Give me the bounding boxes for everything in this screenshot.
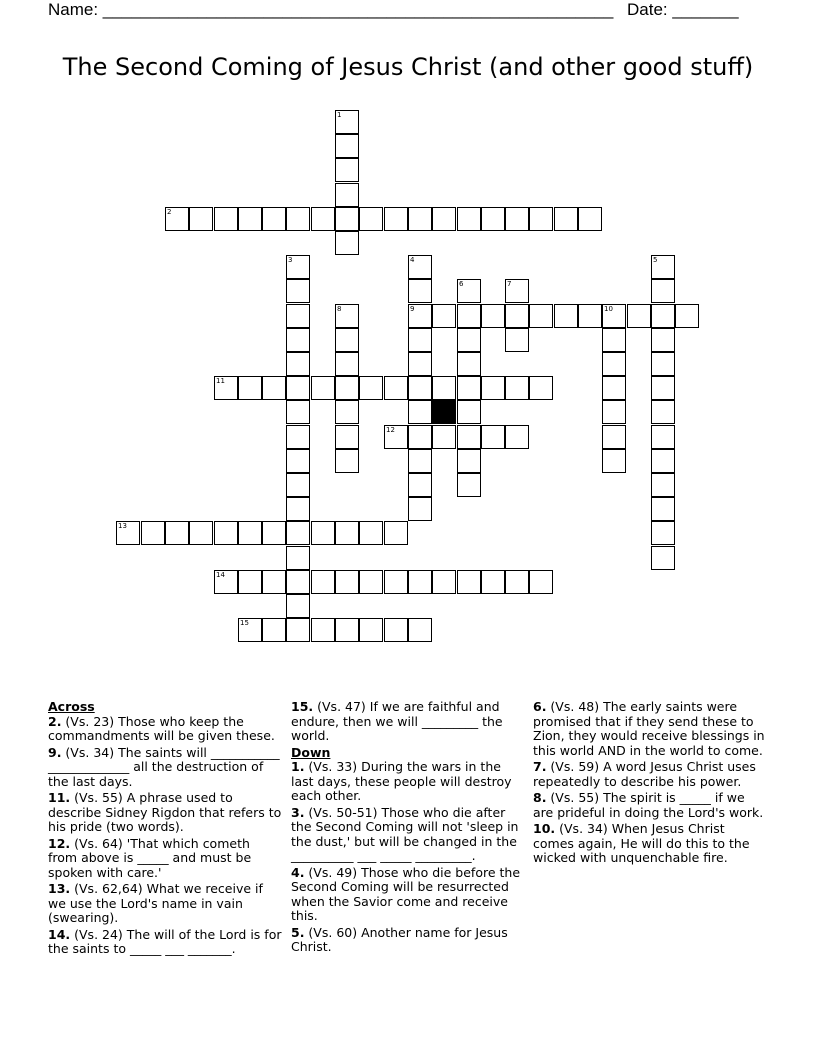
crossword-cell[interactable]	[432, 376, 456, 400]
crossword-cell[interactable]	[311, 618, 335, 642]
crossword-cell[interactable]	[262, 521, 286, 545]
crossword-cell[interactable]	[457, 279, 481, 303]
crossword-cell[interactable]	[529, 207, 553, 231]
clue-number: 13	[118, 522, 127, 530]
crossword-cell[interactable]	[602, 400, 626, 424]
crossword-cell[interactable]	[286, 425, 310, 449]
crossword-cell[interactable]	[262, 570, 286, 594]
crossword-cell[interactable]	[408, 570, 432, 594]
clue-item	[291, 866, 525, 924]
crossword-cell[interactable]	[286, 594, 310, 618]
crossword-cell[interactable]	[457, 328, 481, 352]
crossword-cell[interactable]	[408, 449, 432, 473]
clue-number-label: 13.	[48, 881, 71, 896]
crossword-cell[interactable]	[214, 521, 238, 545]
crossword-cell[interactable]	[189, 207, 213, 231]
crossword-cell[interactable]	[457, 207, 481, 231]
crossword-cell[interactable]	[286, 618, 310, 642]
clue-number: 3	[288, 256, 293, 264]
crossword-cell[interactable]	[408, 207, 432, 231]
crossword-cell[interactable]	[384, 570, 408, 594]
clue-text: (Vs. 49) Those who die before the Second Coming will be resurrected when the Savior come and receive this.	[291, 864, 521, 923]
crossword-cell[interactable]	[335, 183, 359, 207]
crossword-cell[interactable]	[286, 304, 310, 328]
crossword-cell[interactable]	[286, 376, 310, 400]
crossword-cell[interactable]	[651, 255, 675, 279]
crossword-cell[interactable]	[335, 425, 359, 449]
clue-text: (Vs. 55) A phrase used to describe Sidney Rigdon that refers to his pride (two words).	[48, 790, 282, 834]
crossword-cell[interactable]	[432, 570, 456, 594]
down-heading: Down	[291, 744, 331, 760]
crossword-cell[interactable]	[214, 570, 238, 594]
crossword-cell[interactable]	[141, 521, 165, 545]
clue-number: 11	[216, 377, 225, 385]
clue-text: (Vs. 34) The saints will ___________ _____________ all the destruction of the last days.	[48, 744, 280, 789]
crossword-cell[interactable]	[262, 207, 286, 231]
clue-text: (Vs. 47) If we are faithful and endure, then we will _________ the world.	[291, 699, 503, 743]
clue-text: (Vs. 64) 'That which cometh from above is _____ and must be spoken with care.'	[48, 835, 252, 880]
crossword-cell[interactable]	[286, 473, 310, 497]
crossword-cell[interactable]	[457, 400, 481, 424]
date-field-label: Date: _______	[627, 0, 739, 19]
crossword-cell[interactable]	[408, 328, 432, 352]
crossword-cell[interactable]	[335, 231, 359, 255]
crossword-cell[interactable]	[651, 304, 675, 328]
clue-number-label: 11.	[48, 790, 71, 805]
crossword-cell[interactable]	[505, 376, 529, 400]
crossword-cell[interactable]	[651, 546, 675, 570]
crossword-cell[interactable]	[335, 110, 359, 134]
crossword-cell[interactable]	[408, 376, 432, 400]
crossword-cell[interactable]	[578, 304, 602, 328]
crossword-cell[interactable]	[457, 570, 481, 594]
crossword-cell[interactable]	[408, 473, 432, 497]
clue-number: 1	[337, 111, 342, 119]
across-heading: Across	[48, 699, 95, 714]
crossword-cell[interactable]	[359, 570, 383, 594]
crossword-cell[interactable]	[335, 207, 359, 231]
crossword-cell[interactable]	[335, 521, 359, 545]
down-clue-list-continued	[533, 700, 767, 866]
clue-text: (Vs. 24) The will of the Lord is for the saints to _____ ___ _______.	[48, 926, 282, 956]
crossword-cell[interactable]	[481, 425, 505, 449]
crossword-cell[interactable]	[432, 425, 456, 449]
crossword-cell[interactable]	[384, 521, 408, 545]
clue-number: 2	[167, 208, 172, 216]
crossword-cell[interactable]	[408, 279, 432, 303]
clue-item	[48, 837, 282, 881]
crossword-cell[interactable]	[457, 304, 481, 328]
crossword-cell[interactable]	[335, 328, 359, 352]
crossword-cell[interactable]	[335, 376, 359, 400]
crossword-cell[interactable]	[408, 304, 432, 328]
crossword-cell[interactable]	[384, 618, 408, 642]
clue-number: 5	[653, 256, 658, 264]
clue-text: (Vs. 23) Those who keep the commandments will be given these.	[48, 713, 275, 743]
clue-item	[48, 882, 282, 926]
clue-number-label: 2.	[48, 713, 62, 729]
crossword-cell[interactable]	[384, 425, 408, 449]
crossword-cell[interactable]	[651, 521, 675, 545]
clue-number-label: 14.	[48, 926, 71, 942]
crossword-cell[interactable]	[335, 570, 359, 594]
crossword-cell[interactable]	[165, 207, 189, 231]
clue-number: 14	[216, 571, 225, 579]
crossword-cell[interactable]	[311, 376, 335, 400]
crossword-cell[interactable]	[286, 570, 310, 594]
crossword-cell[interactable]	[189, 521, 213, 545]
clue-column-3	[533, 700, 767, 868]
crossword-cell[interactable]	[651, 497, 675, 521]
crossword-cell[interactable]	[311, 570, 335, 594]
clue-number: 9	[410, 305, 415, 313]
crossword-cell[interactable]	[238, 376, 262, 400]
clue-text: (Vs. 50-51) Those who die after the Second Coming will not 'sleep in the dust,' but will be changed in the __________ ___ _____ _________.	[291, 804, 519, 863]
clue-number: 4	[410, 256, 415, 264]
crossword-cell[interactable]	[529, 570, 553, 594]
crossword-cell[interactable]	[602, 352, 626, 376]
crossword-cell[interactable]	[529, 304, 553, 328]
crossword-cell[interactable]	[286, 255, 310, 279]
clue-number-label: 3.	[291, 804, 305, 820]
clue-text: (Vs. 48) The early saints were promised that if they send these to Zion, they would receive blessings in this world AND in the world to come.	[533, 699, 765, 758]
clue-column-1	[48, 700, 282, 959]
crossword-cell[interactable]	[359, 207, 383, 231]
name-field-label: Name: ______________________________________________________	[48, 0, 614, 19]
clue-text: (Vs. 60) Another name for Jesus Christ.	[291, 924, 508, 954]
across-clue-list	[48, 715, 282, 957]
clue-number: 12	[386, 426, 395, 434]
clue-number-label: 5.	[291, 924, 305, 940]
crossword-cell[interactable]	[116, 521, 140, 545]
crossword-cell[interactable]	[505, 328, 529, 352]
crossword-cell[interactable]	[335, 618, 359, 642]
crossword-cell[interactable]	[481, 376, 505, 400]
clue-item	[48, 715, 282, 744]
crossword-cell[interactable]	[602, 304, 626, 328]
crossword-cell[interactable]	[286, 352, 310, 376]
clue-item	[291, 760, 525, 804]
clue-number: 7	[507, 280, 512, 288]
crossword-cell[interactable]	[432, 207, 456, 231]
crossword-cell[interactable]	[457, 449, 481, 473]
crossword-cell[interactable]	[457, 376, 481, 400]
clue-number: 15	[240, 619, 249, 627]
crossword-cell[interactable]	[286, 521, 310, 545]
crossword-cell[interactable]	[651, 328, 675, 352]
clue-item	[533, 822, 767, 866]
crossword-cell[interactable]	[335, 134, 359, 158]
clue-text: (Vs. 55) The spirit is _____ if we are prideful in doing the Lord's work.	[533, 790, 764, 820]
clue-item	[291, 806, 525, 864]
clue-number-label: 8.	[533, 790, 547, 805]
crossword-cell[interactable]	[651, 425, 675, 449]
clue-number-label: 4.	[291, 864, 305, 880]
crossword-cell[interactable]	[165, 521, 189, 545]
crossword-cell[interactable]	[286, 207, 310, 231]
crossword-cell[interactable]	[602, 328, 626, 352]
crossword-cell[interactable]	[311, 207, 335, 231]
crossword-cell[interactable]	[627, 304, 651, 328]
crossword-cell[interactable]	[408, 400, 432, 424]
clue-item	[291, 926, 525, 955]
crossword-cell[interactable]	[335, 304, 359, 328]
crossword-cell[interactable]	[238, 570, 262, 594]
clue-number-label: 7.	[533, 759, 547, 774]
crossword-cell[interactable]	[481, 207, 505, 231]
clue-text: (Vs. 34) When Jesus Christ comes again, He will do this to the wicked with unquenchable fire.	[533, 821, 750, 865]
crossword-cell[interactable]	[408, 497, 432, 521]
page-title: The Second Coming of Jesus Christ (and other good stuff)	[62, 53, 754, 81]
crossword-cell[interactable]	[335, 352, 359, 376]
crossword-cell[interactable]	[311, 521, 335, 545]
clue-number: 10	[604, 305, 613, 313]
clue-item	[48, 791, 282, 835]
clue-item	[291, 700, 525, 744]
clue-column-2	[291, 700, 525, 957]
crossword-cell[interactable]	[554, 304, 578, 328]
across-clue-list-continued	[291, 700, 525, 744]
crossword-cell[interactable]	[457, 473, 481, 497]
crossword-cell[interactable]	[286, 400, 310, 424]
crossword-cell[interactable]	[602, 449, 626, 473]
crossword-cell[interactable]	[238, 521, 262, 545]
crossword-cell[interactable]	[651, 400, 675, 424]
crossword-cell[interactable]	[505, 279, 529, 303]
crossword-cell[interactable]	[286, 279, 310, 303]
crossword-cell[interactable]	[457, 425, 481, 449]
crossword-cell[interactable]	[651, 376, 675, 400]
clue-text: (Vs. 59) A word Jesus Christ uses repeatedly to describe his power.	[533, 759, 756, 789]
clue-number-label: 15.	[291, 699, 314, 714]
clue-number-label: 1.	[291, 759, 305, 774]
crossword-cell[interactable]	[286, 497, 310, 521]
crossword-cell[interactable]	[359, 376, 383, 400]
crossword-cell[interactable]	[262, 618, 286, 642]
crossword-cell[interactable]	[505, 425, 529, 449]
crossword-cell[interactable]	[335, 449, 359, 473]
crossword-cell[interactable]	[286, 449, 310, 473]
crossword-cell[interactable]	[651, 473, 675, 497]
crossword-cell[interactable]	[675, 304, 699, 328]
crossword-cell[interactable]	[481, 570, 505, 594]
clue-item	[533, 791, 767, 820]
crossword-cell[interactable]	[335, 400, 359, 424]
crossword-cell[interactable]	[457, 352, 481, 376]
crossword-cell[interactable]	[286, 546, 310, 570]
crossword-cell[interactable]	[408, 425, 432, 449]
clue-number-label: 9.	[48, 744, 62, 760]
crossword-block	[432, 400, 456, 424]
crossword-cell[interactable]	[432, 304, 456, 328]
crossword-cell[interactable]	[554, 207, 578, 231]
crossword-cell[interactable]	[578, 207, 602, 231]
crossword-cell[interactable]	[238, 618, 262, 642]
crossword-cell[interactable]	[214, 376, 238, 400]
crossword-cell[interactable]	[214, 207, 238, 231]
crossword-cell[interactable]	[529, 376, 553, 400]
crossword-cell[interactable]	[286, 328, 310, 352]
crossword-cell[interactable]	[602, 425, 626, 449]
crossword-cell[interactable]	[384, 376, 408, 400]
crossword-cell[interactable]	[335, 158, 359, 182]
clue-item	[533, 700, 767, 758]
clue-number-label: 6.	[533, 699, 547, 714]
clue-item	[533, 760, 767, 789]
clue-item	[48, 928, 282, 957]
clue-item	[48, 746, 282, 790]
crossword-cell[interactable]	[384, 207, 408, 231]
clue-number-label: 12.	[48, 835, 71, 851]
down-clue-list	[291, 760, 525, 955]
clue-number-label: 10.	[533, 821, 556, 836]
crossword-cell[interactable]	[602, 376, 626, 400]
clue-text: (Vs. 62,64) What we receive if we use the Lord's name in vain (swearing).	[48, 881, 263, 925]
crossword-cell[interactable]	[238, 207, 262, 231]
clue-number: 8	[337, 305, 342, 313]
crossword-cell[interactable]	[359, 521, 383, 545]
crossword-cell[interactable]	[481, 304, 505, 328]
crossword-cell[interactable]	[651, 352, 675, 376]
crossword-cell[interactable]	[505, 304, 529, 328]
crossword-cell[interactable]	[651, 279, 675, 303]
crossword-cell[interactable]	[505, 570, 529, 594]
clue-number: 6	[459, 280, 464, 288]
crossword-cell[interactable]	[408, 352, 432, 376]
clue-text: (Vs. 33) During the wars in the last days, these people will destroy each other.	[291, 759, 512, 803]
crossword-cell[interactable]	[408, 618, 432, 642]
crossword-cell[interactable]	[262, 376, 286, 400]
crossword-cell[interactable]	[408, 255, 432, 279]
crossword-cell[interactable]	[651, 449, 675, 473]
crossword-cell[interactable]	[359, 618, 383, 642]
crossword-cell[interactable]	[505, 207, 529, 231]
